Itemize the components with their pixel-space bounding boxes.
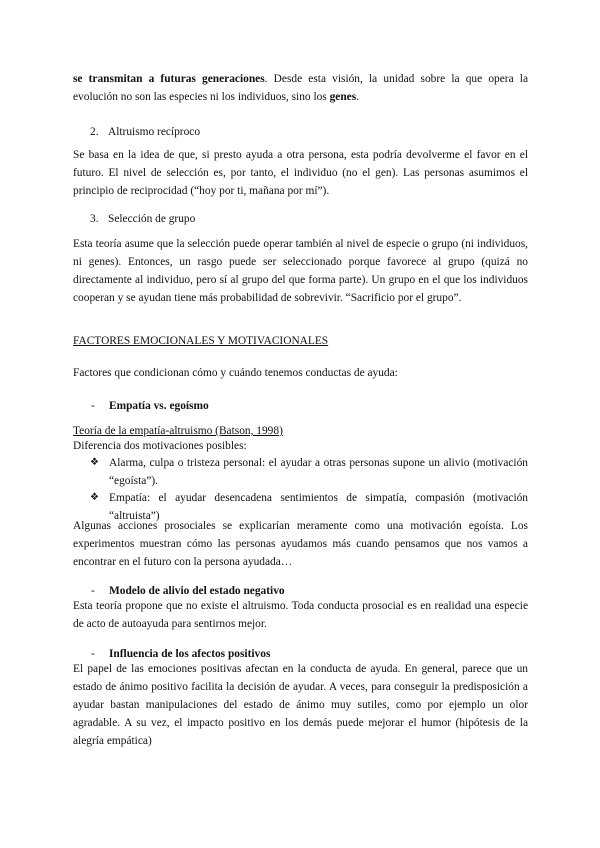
intro-text-a: . Desde esta visión, la unidad sobre la que opera la evolución no son las especies ni los individuos, sino los — [73, 73, 529, 103]
bullet-2-icon: ❖ — [90, 492, 99, 503]
bullet-1-icon: ❖ — [90, 457, 99, 468]
sub3-body: El papel de las emociones positivas afectan en la conducta de ayuda. En general, parece que un estado de ánimo positivo facilita la decisión de ayudar. A veces, para conseguir la predisposición a ayudar bastan manipulaciones del estado de ánimo muy sutiles, como por ejemplo un olor agradable. A su vez, el impacto positivo en los demás puede mejorar el humor (hipótesis de la alegría empática) — [73, 663, 528, 747]
item2-number: 2. — [90, 126, 99, 138]
item3-label: Selección de grupo — [108, 213, 196, 225]
bullet-2-text: Empatía: el ayudar desencadena sentimientos de simpatía, compasión (motivación “altruista”) — [109, 492, 528, 522]
item2-label: Altruismo recíproco — [108, 126, 201, 138]
sub2-dash: - — [91, 585, 95, 597]
sub2-body: Esta teoría propone que no existe el altruismo. Toda conducta prosocial es en realidad una especie de acto de autoayuda para sentirnos mejor. — [73, 600, 528, 630]
sub1-body: Algunas acciones prosociales se explicarían meramente como una motivación egoísta. Los experimentos muestran cómo las personas ayudamos más cuando pensamos que nos vamos a encontrar en el futuro con la persona ayudada… — [73, 520, 528, 568]
bullet-1-text: Alarma, culpa o tristeza personal: el ayudar a otras personas supone un alivio (motivación “egoísta”). — [109, 457, 528, 487]
intro-text-b: . — [356, 91, 360, 103]
sub3-title: Influencia de los afectos positivos — [109, 648, 271, 660]
sub1-title: Empatía vs. egoísmo — [109, 400, 209, 412]
item3-body: Esta teoría asume que la selección puede operar también al nivel de especie o grupo (ni individuos, ni genes). Entonces, un rasgo puede ser seleccionado porque favorece al grupo (quizá no directamente al individuo, pero sí al grupo del que forma parte). Un grupo en el que los individuos cooperan y se ayudan tiene más probabilidad de sobrevivir. “Sacrificio por el grupo”. — [73, 238, 528, 304]
intro-bold-a: se transmitan a futuras generaciones — [73, 73, 265, 85]
item2-body: Se basa en la idea de que, si presto ayuda a otra persona, esta podría devolverme el favor en el futuro. El nivel de selección es, por tanto, el individuo (no el gen). Las personas asumimos el principio de reciprocidad (“hoy por ti, mañana por mí”). — [73, 149, 528, 197]
motivations-label: Diferencia dos motivaciones posibles: — [73, 440, 247, 452]
section-heading: FACTORES EMOCIONALES Y MOTIVACIONALES — [73, 335, 329, 347]
sub3-dash: - — [91, 648, 95, 660]
sub1-dash: - — [91, 400, 95, 412]
theory-title: Teoría de la empatía-altruismo (Batson, 1998) — [73, 425, 283, 437]
intro-paragraph — [73, 70, 528, 106]
intro-bold-b: genes — [329, 91, 357, 103]
sub2-title: Modelo de alivio del estado negativo — [109, 585, 285, 597]
item3-number: 3. — [90, 213, 99, 225]
section-intro: Factores que condicionan cómo y cuándo tenemos conductas de ayuda: — [73, 367, 398, 379]
